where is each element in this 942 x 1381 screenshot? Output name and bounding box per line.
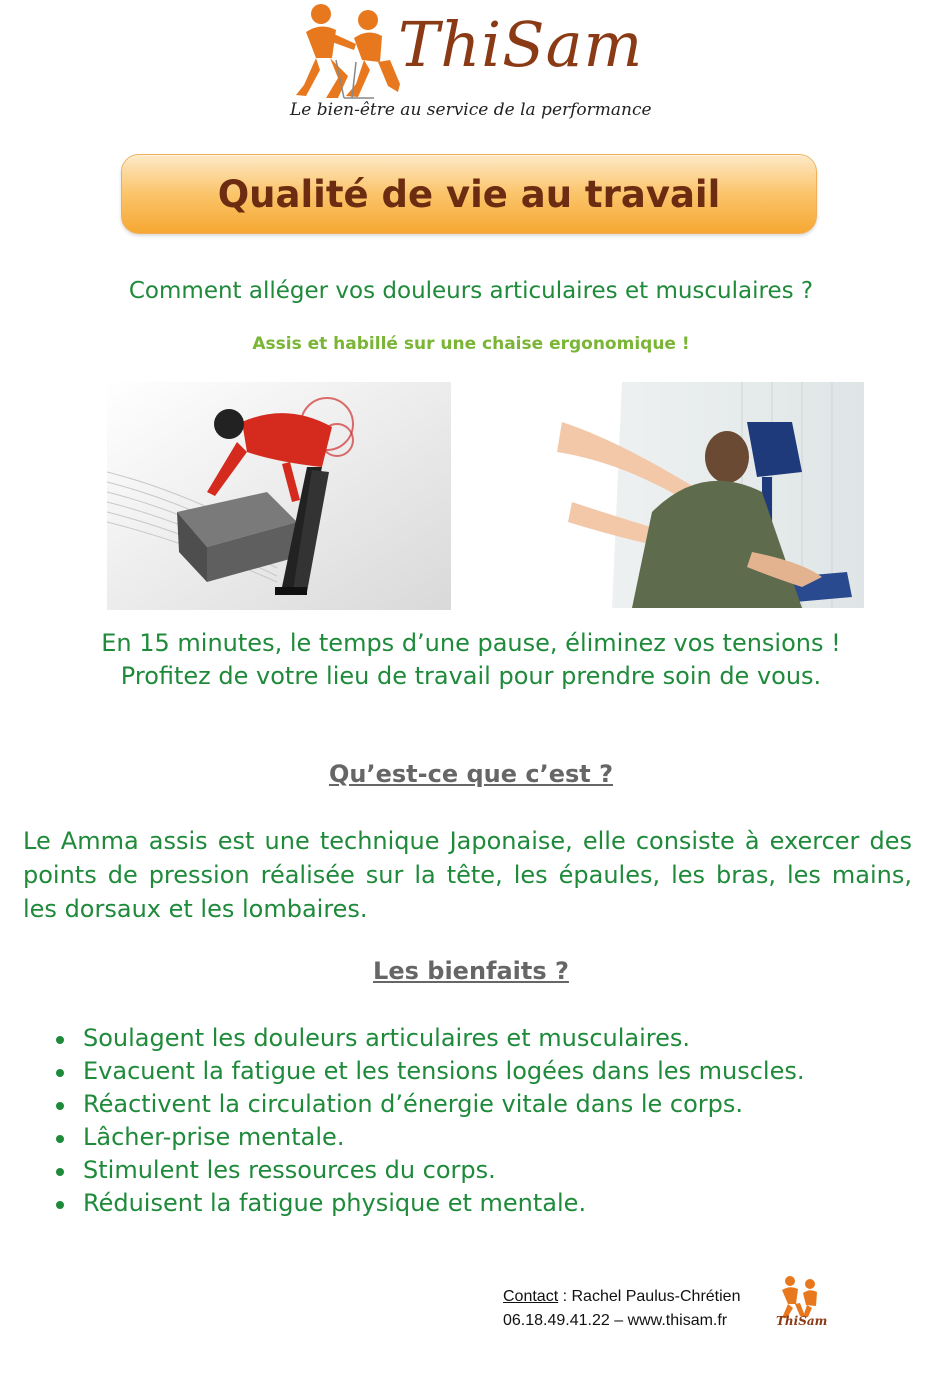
contact-website-link[interactable]: www.thisam.fr (627, 1312, 728, 1329)
section-title-what: Qu’est-ce que c’est ? (328, 760, 613, 788)
list-item: Réactivent la circulation d’énergie vitale dans le corps. (54, 1088, 914, 1121)
intro-question: Comment alléger vos douleurs articulaires et musculaires ? (128, 278, 814, 304)
list-item: Evacuent la fatigue et les tensions logées dans les muscles. (54, 1055, 914, 1088)
amma-description: Le Amma assis est une technique Japonaise, elle consiste à exercer des points de pression réalisée sur la tête, les épaules, les bras, les mains, les dorsaux et les lombaires. (23, 827, 912, 923)
seated-massage-image (502, 382, 864, 608)
contact-label: Contact (503, 1288, 559, 1305)
contact-dash: – (609, 1312, 628, 1329)
tagline: Le bien-être au service de la performance (290, 100, 652, 120)
contact-line-1 (503, 1285, 773, 1309)
benefits-list (54, 1022, 914, 1220)
intro-subtitle: Assis et habillé sur une chaise ergonomique ! (252, 334, 690, 354)
pause-line-2: Profitez de votre lieu de travail pour prendre soin de vous. (120, 662, 822, 690)
mini-brand: ThiSam (776, 1314, 828, 1328)
brand-name: ThiSam (398, 8, 644, 81)
contact-block (503, 1285, 773, 1333)
list-item: Soulagent les douleurs articulaires et musculaires. (54, 1022, 914, 1055)
title-banner (121, 154, 817, 234)
thisam-logo-icon (286, 0, 406, 105)
section-title-benefits: Les bienfaits ? (373, 957, 569, 985)
lifting-box-image (107, 382, 451, 610)
pause-line-1: En 15 minutes, le temps d’une pause, éliminez vos tensions ! (101, 629, 841, 657)
contact-phone: 06.18.49.41.22 (503, 1312, 610, 1329)
contact-line-2 (503, 1309, 773, 1333)
banner-title: Qualité de vie au travail (217, 172, 721, 216)
contact-name: Rachel Paulus-Chrétien (571, 1288, 741, 1305)
list-item: Stimulent les ressources du corps. (54, 1154, 914, 1187)
list-item: Lâcher-prise mentale. (54, 1121, 914, 1154)
contact-separator: : (558, 1288, 572, 1305)
list-item: Réduisent la fatigue physique et mentale. (54, 1187, 914, 1220)
